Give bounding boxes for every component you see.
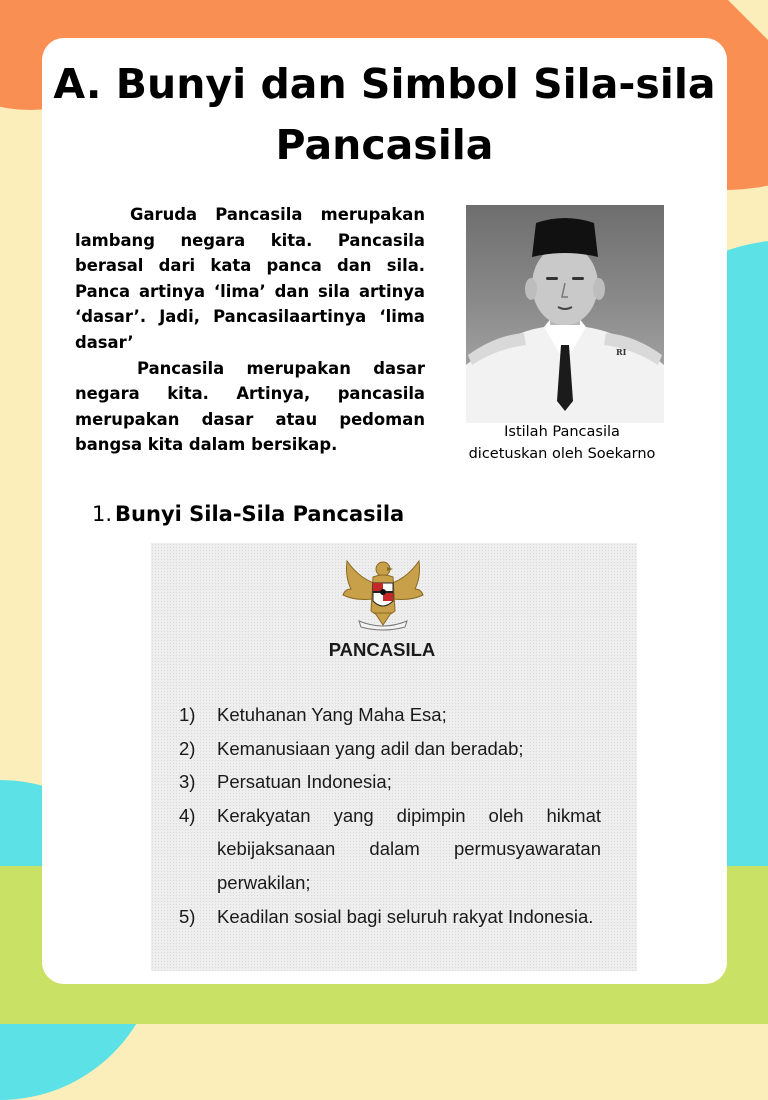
intro-paragraph-2: Pancasila merupakan dasar negara kita. Artinya, pancasila merupakan dasar atau pedoman bangsa kita dalam bersikap. [75,358,425,455]
content-card [42,38,727,984]
soekarno-photo [466,205,664,423]
section-heading-text: Bunyi Sila-Sila Pancasila [115,502,405,526]
sila-number: 2) [179,737,196,759]
sila-item-1 [179,698,601,732]
intro-text [75,202,425,458]
pancasila-scan-image [151,543,637,971]
sila-item-2 [179,732,601,766]
photo-caption [447,421,677,465]
sila-text: Ketuhanan Yang Maha Esa; [217,704,447,725]
sila-text: Kemanusiaan yang adil dan beradab; [217,737,524,759]
section-number: 1. [92,502,113,526]
sila-number: 1) [179,704,196,725]
epaulette-label: RI [616,347,627,357]
garuda-pancasila-emblem [341,555,425,631]
intro-paragraph-1: Garuda Pancasila merupakan lambang negara kita. Pancasila berasal dari kata panca dan sila. Panca artinya ‘lima’ dan sila artinya ‘dasar’. Jadi, Pancasilaartinya ‘lima dasar’ [75,205,425,352]
sila-text: Kerakyatan yang dipimpin oleh hikmat kebijaksanaan dalam permusyawaratan perwakilan; [217,804,601,893]
sila-list [179,698,601,933]
page-title: A. Bunyi dan Simbol Sila-sila Pancasila [53,60,716,169]
sila-text: Keadilan sosial bagi seluruh rakyat Indonesia. [217,905,594,927]
photo-caption-line-2: dicetuskan oleh Soekarno [468,446,656,462]
sila-item-4 [179,799,601,900]
sila-number: 3) [179,771,196,793]
sila-number: 5) [179,905,196,927]
section-heading [92,498,404,530]
soekarno-portrait-illustration [466,205,664,423]
sila-item-3 [179,765,601,799]
sila-item-5 [179,900,601,934]
sila-text: Persatuan Indonesia; [217,771,392,793]
pancasila-label: PANCASILA [328,639,436,660]
sila-number: 4) [179,804,196,826]
photo-caption-line-1: Istilah Pancasila [504,424,620,440]
